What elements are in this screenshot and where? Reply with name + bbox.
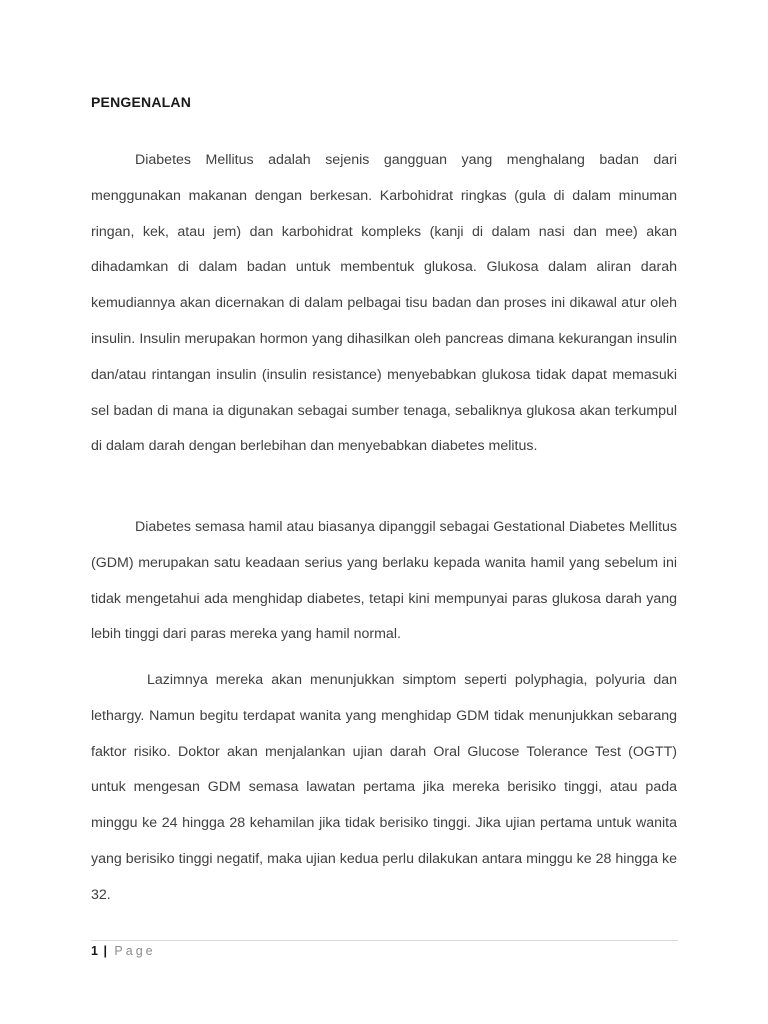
paragraph-2: Diabetes semasa hamil atau biasanya dipanggil sebagai Gestational Diabetes Mellitus (GDM) merupakan satu keadaan serius yang berlaku kepada wanita hamil yang sebelum ini tidak mengetahui ada menghidap diabetes, tetapi kini mempunyai paras glukosa darah yang lebih tinggi dari paras mereka yang hamil normal. xyxy=(91,519,677,643)
section-heading: PENGENALAN xyxy=(91,94,192,110)
footer-divider xyxy=(91,940,678,941)
page-label: Page xyxy=(114,944,156,958)
page-number: 1 xyxy=(91,944,98,958)
page-footer xyxy=(91,943,156,959)
paragraph-1: Diabetes Mellitus adalah sejenis gangguan yang menghalang badan dari menggunakan makanan dengan berkesan. Karbohidrat ringkas (gula di dalam minuman ringan, kek, atau jem) dan karbohidrat kompleks (kanji di dalam nasi dan mee) akan dihadamkan di dalam badan untuk membentuk glukosa. Glukosa dalam aliran darah kemudiannya akan dicernakan di dalam pelbagai tisu badan dan proses ini dikawal atur oleh insulin. Insulin merupakan hormon yang dihasilkan oleh pancreas dimana kekurangan insulin dan/atau rintangan insulin (insulin resistance) menyebabkan glukosa tidak dapat memasuki sel badan di mana ia digunakan sebagai sumber tenaga, sebaliknya glukosa akan terkumpul di dalam darah dengan berlebihan dan menyebabkan diabetes melitus. xyxy=(91,152,677,455)
paragraph-3: Lazimnya mereka akan menunjukkan simptom seperti polyphagia, polyuria dan lethargy. Namun begitu terdapat wanita yang menghidap GDM tidak menunjukkan sebarang faktor risiko. Doktor akan menjalankan ujian darah Oral Glucose Tolerance Test (OGTT) untuk mengesan GDM semasa lawatan pertama jika mereka berisiko tinggi, atau pada minggu ke 24 hingga 28 kehamilan jika tidak berisiko tinggi. Jika ujian pertama untuk wanita yang berisiko tinggi negatif, maka ujian kedua perlu dilakukan antara minggu ke 28 hingga ke 32. xyxy=(91,672,677,903)
page-separator: | xyxy=(103,944,107,958)
